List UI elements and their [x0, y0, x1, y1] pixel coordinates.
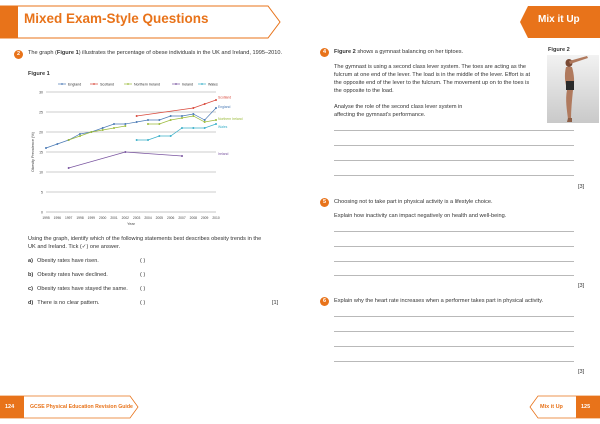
- x-tick-label: 2006: [166, 216, 175, 220]
- question-6-marks: [3]: [578, 369, 585, 375]
- x-tick-label: 1997: [64, 216, 73, 220]
- data-point: [45, 147, 47, 149]
- option-b[interactable]: b) Obesity rates have declined.: [28, 272, 108, 278]
- data-point: [192, 113, 194, 115]
- page-title: Mixed Exam-Style Questions: [24, 11, 209, 26]
- x-tick-label: 2004: [144, 216, 152, 220]
- option-c-tickbox[interactable]: ( ): [140, 286, 146, 292]
- question-5-marks: [3]: [578, 283, 585, 289]
- data-point: [68, 139, 70, 141]
- q4-paragraph-line-4: the opposite to the load.: [334, 88, 394, 94]
- question-2-marks: [1]: [272, 300, 279, 306]
- data-point: [136, 115, 138, 117]
- series-line: [137, 100, 216, 116]
- right-page: [300, 0, 600, 424]
- option-b-tickbox[interactable]: ( ): [140, 272, 146, 278]
- legend-entry: Wales: [208, 82, 218, 87]
- y-tick-label: 20: [39, 130, 43, 135]
- option-d-tickbox[interactable]: ( ): [140, 300, 146, 306]
- x-axis-label: Year: [127, 222, 135, 226]
- question-2-instruction-2: UK and Ireland. Tick (✓) one answer.: [28, 244, 121, 250]
- data-point: [136, 121, 138, 123]
- q4-paragraph-line-1: The gymnast is using a second class lever system. The toes are acting as the: [334, 64, 527, 70]
- figure-1-label: Figure 1: [28, 71, 50, 77]
- series-end-label: Scotland: [218, 95, 232, 100]
- data-point: [158, 123, 160, 125]
- y-tick-label: 25: [39, 110, 43, 115]
- question-number-4: 4: [320, 48, 329, 57]
- answer-line[interactable]: [334, 145, 574, 146]
- answer-line[interactable]: [334, 130, 574, 131]
- right-footer-label: Mix it Up: [540, 404, 563, 410]
- data-point: [158, 119, 160, 121]
- mix-it-up-tab: Mix it Up: [538, 14, 580, 25]
- answer-line[interactable]: [334, 246, 574, 247]
- series-line: [69, 152, 182, 168]
- x-tick-label: 2000: [98, 216, 107, 220]
- data-point: [113, 127, 115, 129]
- question-6-line-1: Explain why the heart rate increases when a performer takes part in physical activity.: [334, 298, 544, 304]
- figure-2-label: Figure 2: [548, 47, 570, 53]
- data-point: [192, 107, 194, 109]
- data-point: [79, 133, 81, 135]
- data-point: [124, 123, 126, 125]
- x-tick-label: 2008: [189, 216, 198, 220]
- y-tick-label: 30: [39, 90, 43, 95]
- option-a[interactable]: a) Obesity rates have risen.: [28, 258, 99, 264]
- option-c[interactable]: c) Obesity rates have stayed the same.: [28, 286, 128, 292]
- answer-line[interactable]: [334, 231, 574, 232]
- x-tick-label: 1995: [42, 216, 50, 220]
- data-point: [147, 139, 149, 141]
- x-tick-label: 2009: [200, 216, 209, 220]
- legend-entry: England: [68, 82, 82, 87]
- q4-paragraph-line-3: the opposite end of the lever to the fulcrum. The movement up on to the toes is: [334, 80, 530, 86]
- data-point: [68, 167, 70, 169]
- question-number-2: 2: [14, 50, 23, 59]
- left-footer-title: GCSE Physical Education Revision Guide: [30, 404, 133, 410]
- question-5-line-1: Choosing not to take part in physical activity is a lifestyle choice.: [334, 199, 493, 205]
- data-point: [158, 135, 160, 137]
- data-point: [170, 119, 172, 121]
- answer-line[interactable]: [334, 316, 574, 317]
- data-point: [170, 115, 172, 117]
- y-tick-label: 15: [39, 150, 43, 155]
- x-tick-label: 2007: [178, 216, 186, 220]
- question-4-marks: [3]: [578, 184, 585, 190]
- legend-marker: [93, 83, 95, 85]
- x-tick-label: 1996: [53, 216, 62, 220]
- data-point: [56, 143, 58, 145]
- q4-paragraph-line-2: fulcrum at one end of the lever. The load is in the middle of the lever. Effort is at: [334, 72, 530, 78]
- data-point: [181, 117, 183, 119]
- legend-marker: [201, 83, 203, 85]
- series-end-label: England: [218, 105, 231, 110]
- data-point: [181, 155, 183, 157]
- answer-line[interactable]: [334, 346, 574, 347]
- answer-line[interactable]: [334, 361, 574, 362]
- x-tick-label: 2010: [212, 216, 220, 220]
- data-point: [170, 135, 172, 137]
- x-tick-label: 2005: [155, 216, 164, 220]
- y-tick-label: 10: [39, 170, 43, 175]
- data-point: [204, 103, 206, 105]
- question-5-line-2: Explain how inactivity can impact negatively on health and well-being.: [334, 213, 507, 219]
- x-tick-label: 2003: [132, 216, 141, 220]
- data-point: [79, 135, 81, 137]
- data-point: [215, 99, 217, 101]
- data-point: [215, 123, 217, 125]
- data-point: [215, 107, 217, 109]
- data-point: [102, 127, 104, 129]
- answer-line[interactable]: [334, 261, 574, 262]
- question-2-instruction-1: Using the graph, identify which of the following statements best describes obesity trends in the: [28, 236, 262, 242]
- y-tick-label: 5: [41, 190, 43, 195]
- q4-task-line-1: Analyse the role of the second class lever system in: [334, 104, 463, 110]
- data-point: [204, 119, 206, 121]
- obesity-line-chart: [28, 78, 243, 228]
- series-end-label: Wales: [218, 124, 228, 129]
- x-tick-label: 2002: [121, 216, 130, 220]
- x-tick-label: 1998: [76, 216, 84, 220]
- legend-entry: Northern Ireland: [134, 82, 160, 87]
- data-point: [204, 121, 206, 123]
- data-point: [102, 129, 104, 131]
- y-axis-label: Obesity Prevalence (%): [31, 132, 35, 172]
- legend-entry: Scotland: [100, 82, 114, 87]
- left-page-number: 124: [5, 404, 15, 410]
- data-point: [124, 151, 126, 153]
- series-line: [69, 126, 126, 140]
- option-a-tickbox[interactable]: ( ): [140, 258, 146, 264]
- data-point: [181, 127, 183, 129]
- question-2-text: The graph (Figure 1) illustrates the percentage of obese individuals in the UK and Ireland, 1995–2010.: [28, 50, 283, 56]
- data-point: [113, 123, 115, 125]
- data-point: [147, 119, 149, 121]
- data-point: [192, 115, 194, 117]
- answer-line[interactable]: [334, 331, 574, 332]
- legend-marker: [61, 83, 63, 85]
- data-point: [204, 127, 206, 129]
- data-point: [136, 139, 138, 141]
- x-tick-label: 1999: [87, 216, 96, 220]
- data-point: [124, 125, 126, 127]
- question-number-5: 5: [320, 198, 329, 207]
- data-point: [90, 131, 92, 133]
- right-page-number: 125: [581, 404, 591, 410]
- data-point: [192, 127, 194, 129]
- gymnast-photo: [547, 55, 599, 123]
- data-point: [215, 119, 217, 121]
- answer-line[interactable]: [334, 160, 574, 161]
- data-point: [181, 115, 183, 117]
- question-4-intro: Figure 2 shows a gymnast balancing on her tiptoes.: [334, 49, 464, 55]
- y-tick-label: 0: [41, 210, 43, 215]
- answer-line[interactable]: [334, 175, 574, 176]
- answer-line[interactable]: [334, 275, 574, 276]
- series-end-label: Ireland: [218, 152, 229, 156]
- legend-entry: Ireland: [182, 82, 193, 87]
- q4-task-line-2: affecting the gymnast's performance.: [334, 112, 426, 118]
- data-point: [147, 123, 149, 125]
- option-d[interactable]: d) There is no clear pattern.: [28, 300, 100, 306]
- question-number-6: 6: [320, 297, 329, 306]
- legend-marker: [127, 83, 129, 85]
- legend-marker: [175, 83, 177, 85]
- series-end-label: Northern Ireland: [218, 116, 243, 121]
- x-tick-label: 2001: [110, 216, 118, 220]
